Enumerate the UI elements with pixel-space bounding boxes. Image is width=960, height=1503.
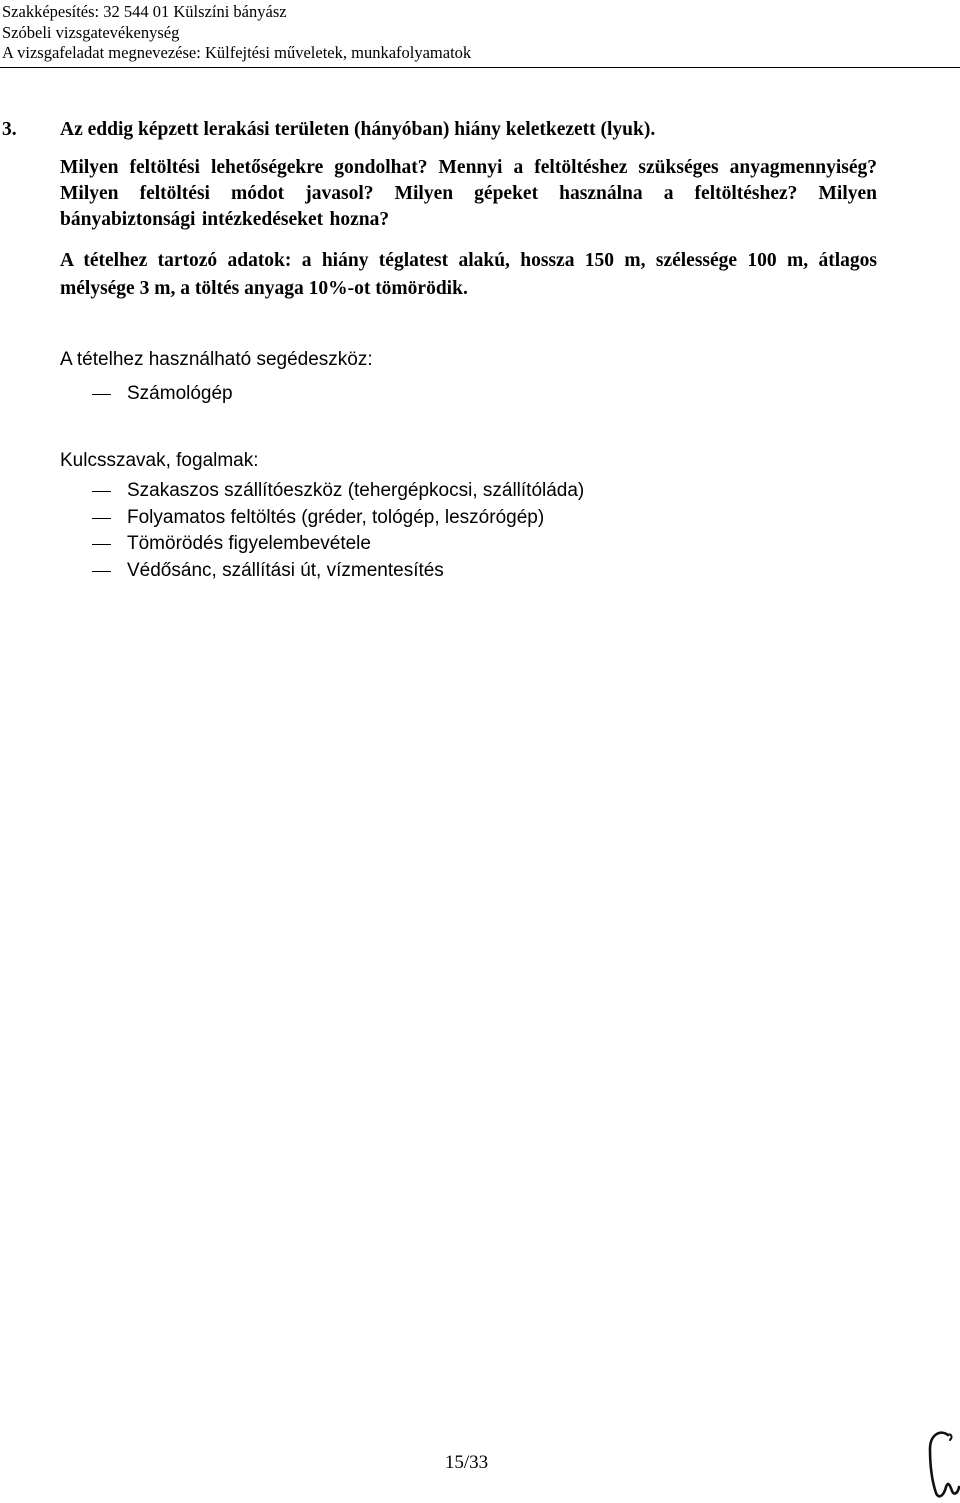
list-item (92, 505, 584, 532)
task-questions: Milyen feltöltési lehetőségekre gondolhat? Mennyi a feltöltéshez szükséges anyagmennyiség? Milyen feltöltési módot javasol? Milyen gépeket használna a feltöltéshez? Milyen bányabiztonsági intézkedéseket hozna? (60, 157, 877, 230)
list-item (92, 478, 584, 505)
page-header (2, 2, 942, 64)
dash-bullet (92, 491, 111, 492)
task-title: Az eddig képzett lerakási területen (hányóban) hiány keletkezett (lyuk). (60, 119, 656, 140)
tools-list (92, 381, 233, 408)
dash-bullet (92, 544, 111, 545)
list-item-text: Szakaszos szállítóeszköz (tehergépkocsi, szállítóláda) (127, 480, 585, 501)
task-number: 3. (2, 119, 17, 140)
list-item-text: Folyamatos feltöltés (gréder, tológép, leszórógép) (127, 506, 545, 528)
list-item (92, 531, 584, 558)
keywords-list (92, 478, 584, 584)
dash-bullet (92, 571, 111, 572)
list-item-text: Védősánc, szállítási út, vízmentesítés (127, 559, 444, 581)
header-task-name: A vizsgafeladat megnevezése: Külfejtési műveletek, munkafolyamatok (2, 43, 472, 62)
header-qualification: Szakképesítés: 32 544 01 Külszíni bányász (2, 2, 287, 21)
page-number: 15/33 (444, 1452, 489, 1473)
list-item-text: Tömörödés figyelembevétele (127, 533, 371, 554)
header-divider (0, 67, 960, 68)
dash-bullet (92, 394, 111, 395)
signature-mark (918, 1425, 960, 1503)
list-item-text: Számológép (127, 383, 233, 404)
dash-bullet (92, 518, 111, 519)
tools-heading: A tételhez használható segédeszköz: (60, 349, 373, 370)
keywords-heading: Kulcsszavak, fogalmak: (60, 450, 259, 471)
list-item (92, 558, 584, 585)
header-exam-type: Szóbeli vizsgatevékenység (2, 22, 180, 42)
list-item (92, 381, 233, 408)
task-data: A tételhez tartozó adatok: a hiány téglatest alakú, hossza 150 m, szélessége 100 m, átlagos mélysége 3 m, a töltés anyaga 10%-ot tömörödik. (60, 250, 877, 299)
